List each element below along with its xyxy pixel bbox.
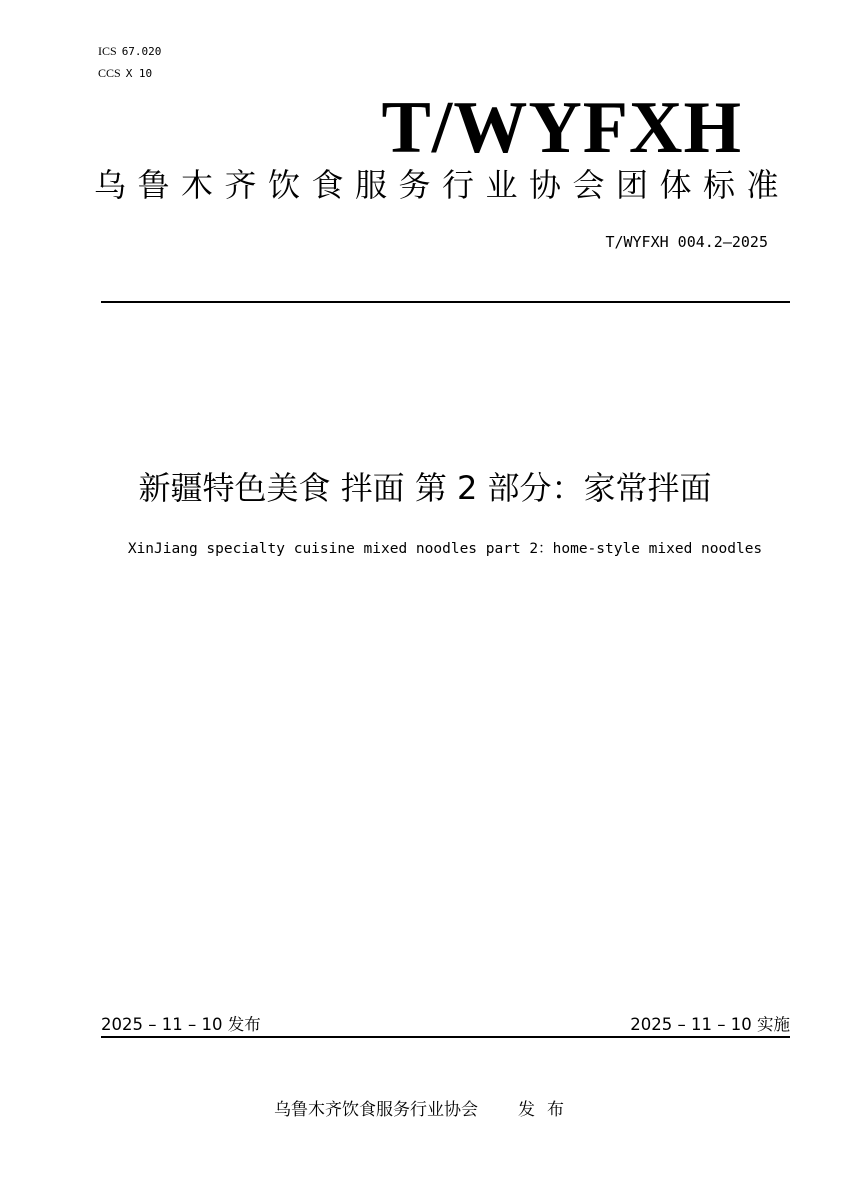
ccs-code: X 10 <box>125 67 153 80</box>
english-title: XinJiang specialty cuisine mixed noodles part 2：home-style mixed noodles <box>127 541 763 557</box>
ics-classification <box>98 43 161 60</box>
bottom-divider <box>101 1036 790 1038</box>
organization-standard-title: 乌鲁木齐饮食服务行业协会团体标准 <box>94 166 791 204</box>
ccs-label: CCS <box>98 66 121 80</box>
publisher-name: 乌鲁木齐饮食服务行业协会 <box>274 1100 478 1120</box>
ics-label: ICS <box>98 44 117 58</box>
implementation-date: 2025 – 11 – 10 实施 <box>630 1015 790 1034</box>
chinese-title: 新疆特色美食 拌面 第 2 部分：家常拌面 <box>138 469 712 507</box>
publisher-suffix: 发布 <box>518 1100 576 1120</box>
top-divider <box>101 301 790 303</box>
standard-number: T/WYFXH 004.2—2025 <box>605 233 768 251</box>
standard-logo: T/WYFXH <box>381 87 742 169</box>
issue-date: 2025 – 11 – 10 发布 <box>101 1015 261 1034</box>
publisher-line <box>0 1098 850 1122</box>
ccs-classification <box>98 65 152 82</box>
ics-code: 67.020 <box>121 45 162 58</box>
